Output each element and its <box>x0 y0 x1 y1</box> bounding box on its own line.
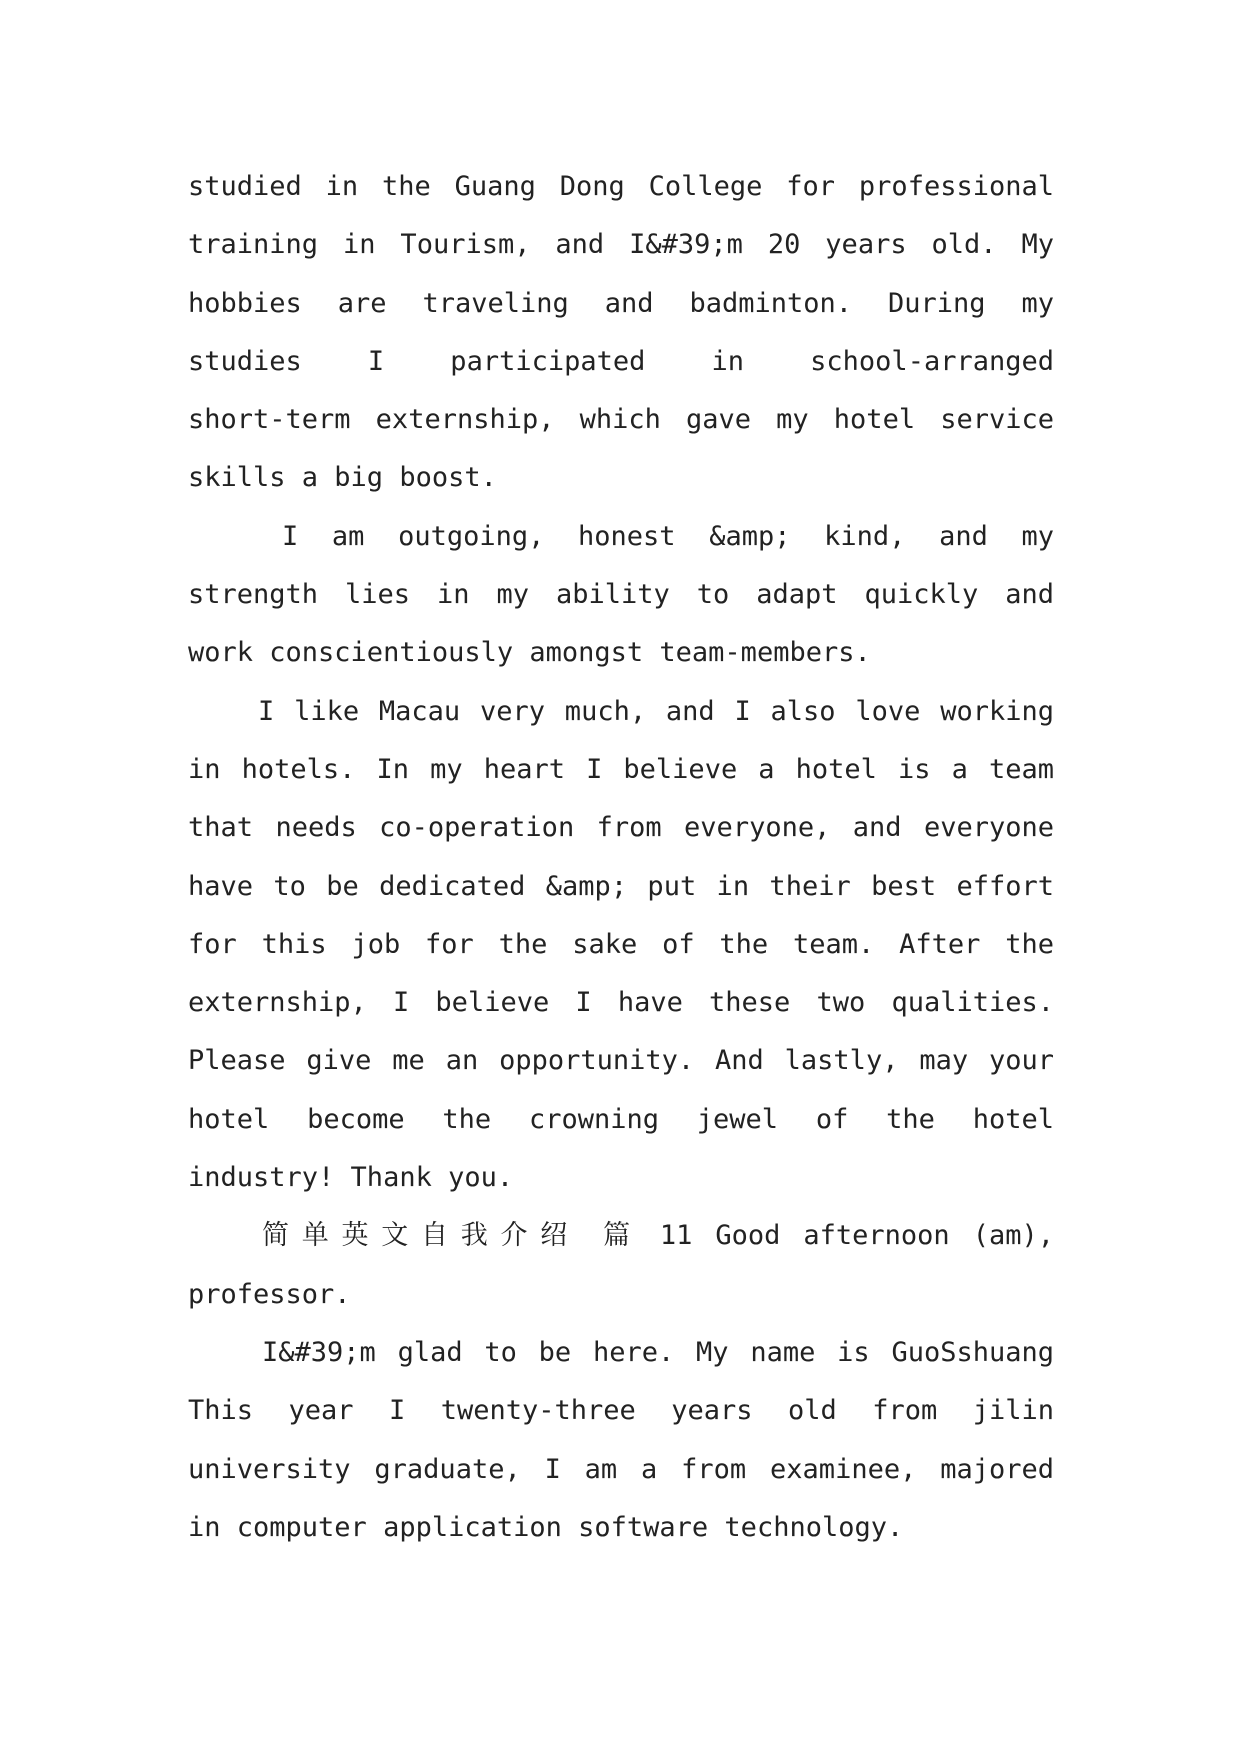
body-text <box>188 158 1054 1557</box>
text-line: studies I participated in school-arranged <box>188 345 1054 377</box>
section-heading <box>188 1207 1054 1265</box>
text-line: hotel become the crowning jewel of the hotel <box>188 1103 1054 1135</box>
text-line: externship, I believe I have these two qualities. <box>188 987 1054 1019</box>
text-line: in computer application software technology. <box>188 1511 904 1543</box>
text-line: for this job for the sake of the team. After the <box>188 928 1054 960</box>
text-line: Please give me an opportunity. And lastly, may your <box>188 1045 1054 1077</box>
text-line: have to be dedicated &amp; put in their best effort <box>188 870 1054 902</box>
text-line: I am outgoing, honest &amp; kind, and my <box>282 520 1054 552</box>
text-line: strength lies in my ability to adapt quickly and <box>188 579 1054 611</box>
text-line: I like Macau very much, and I also love working <box>258 695 1054 727</box>
text-line: work conscientiously amongst team-members. <box>188 637 871 669</box>
text-line: hobbies are traveling and badminton. During my <box>188 287 1054 319</box>
section-label: 篇 11 <box>603 1220 693 1252</box>
text-line: skills a big boost. <box>188 462 497 494</box>
text-line: This year I twenty-three years old from jilin <box>188 1395 1054 1427</box>
section-title-chinese: 简单英文自我介绍 <box>262 1220 581 1252</box>
text-line: short-term externship, which gave my hotel service <box>188 404 1054 436</box>
text-line: in hotels. In my heart I believe a hotel is a team <box>188 753 1054 785</box>
text-line: I&#39;m glad to be here. My name is GuoSshuang <box>262 1336 1054 1368</box>
text-line: that needs co-operation from everyone, and everyone <box>188 812 1054 844</box>
text-line: studied in the Guang Dong College for professional <box>188 171 1054 202</box>
greeting: Good afternoon (am), <box>715 1220 1054 1252</box>
text-line: university graduate, I am a from examinee, majored <box>188 1453 1054 1485</box>
text-line: industry! Thank you. <box>188 1162 514 1194</box>
text-line: training in Tourism, and I&#39;m 20 years old. My <box>188 229 1054 261</box>
text-line: professor. <box>188 1278 351 1310</box>
